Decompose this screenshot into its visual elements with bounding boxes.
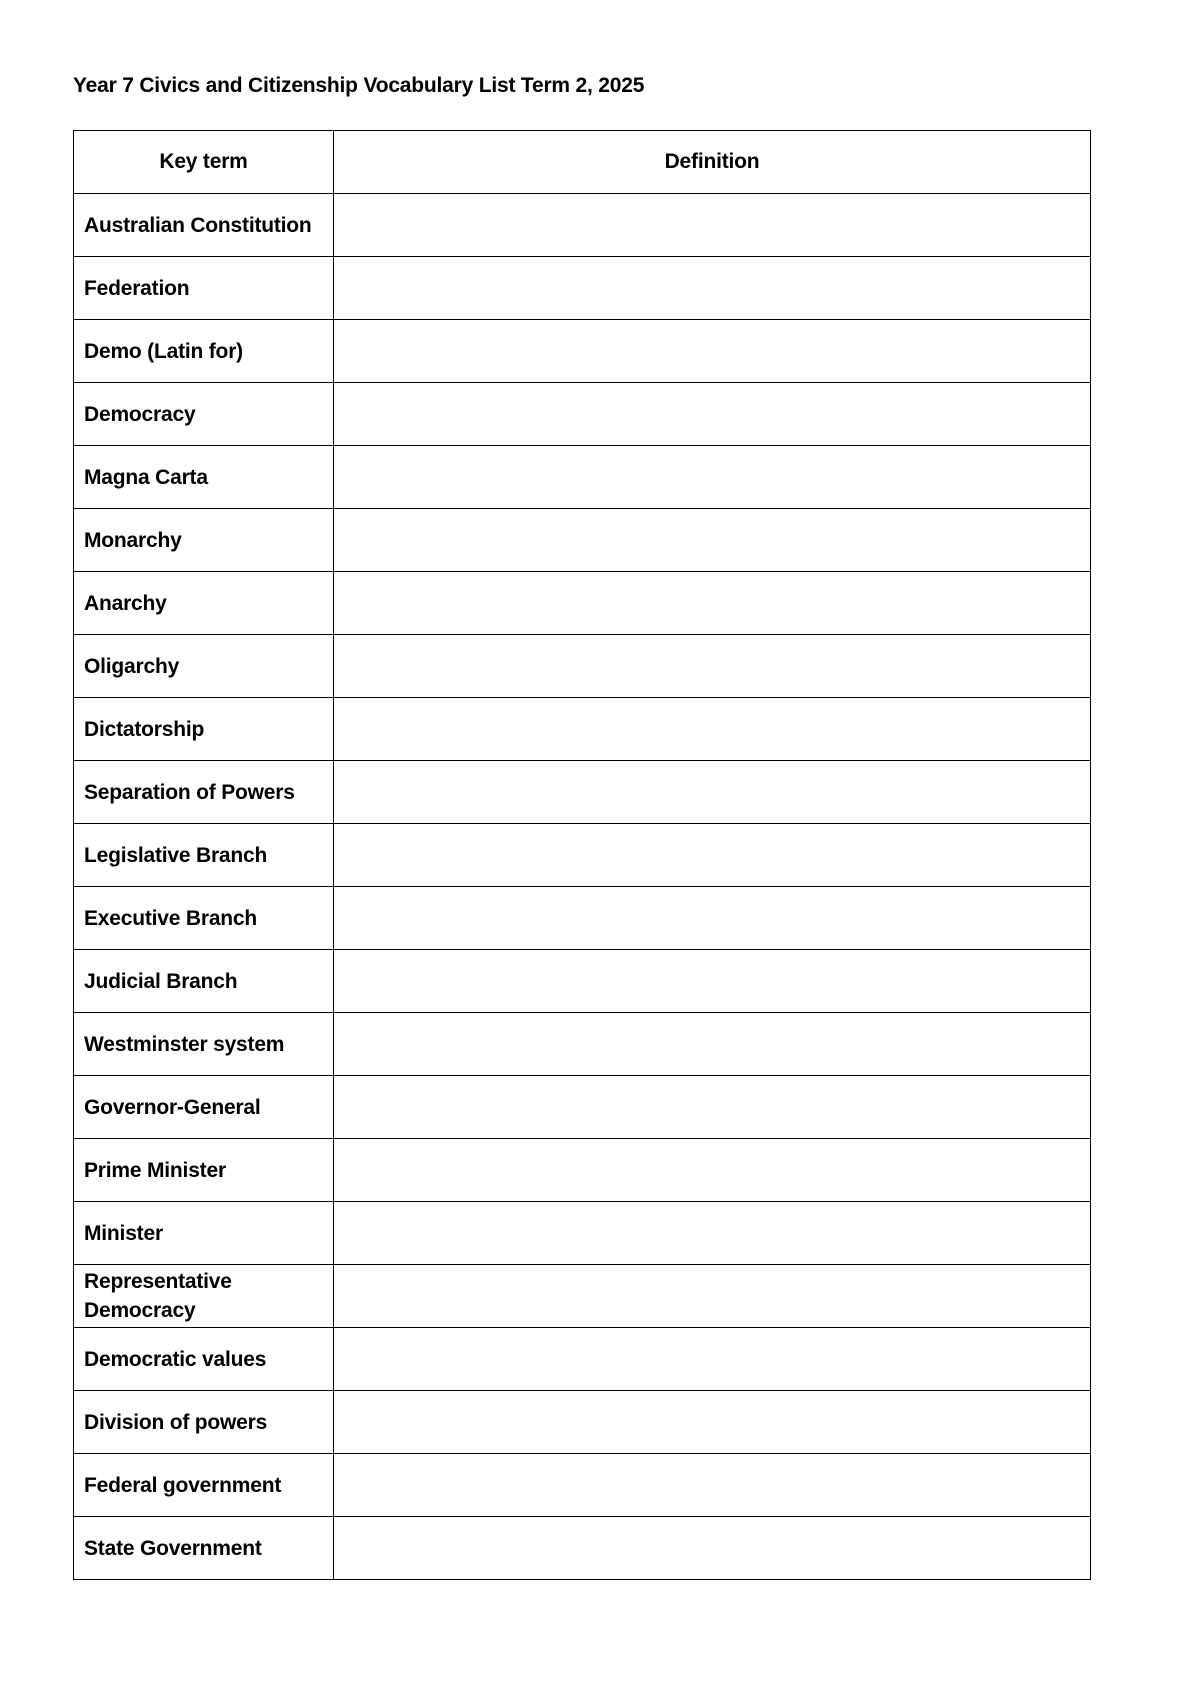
key-term-cell: Monarchy xyxy=(74,509,334,572)
definition-cell[interactable] xyxy=(334,1076,1091,1139)
table-header-row xyxy=(74,131,1091,194)
table-row xyxy=(74,572,1091,635)
key-term-cell: Judicial Branch xyxy=(74,950,334,1013)
definition-cell[interactable] xyxy=(334,950,1091,1013)
key-term-cell: State Government xyxy=(74,1517,334,1580)
table-row xyxy=(74,446,1091,509)
definition-cell[interactable] xyxy=(334,887,1091,950)
definition-cell[interactable] xyxy=(334,194,1091,257)
key-term-cell: Representative Democracy xyxy=(74,1265,334,1328)
definition-cell[interactable] xyxy=(334,1454,1091,1517)
definition-cell[interactable] xyxy=(334,761,1091,824)
table-row xyxy=(74,1454,1091,1517)
key-term-cell: Prime Minister xyxy=(74,1139,334,1202)
definition-header: Definition xyxy=(334,131,1091,194)
definition-cell[interactable] xyxy=(334,1202,1091,1265)
key-term-cell: Oligarchy xyxy=(74,635,334,698)
key-term-cell: Anarchy xyxy=(74,572,334,635)
key-term-cell: Executive Branch xyxy=(74,887,334,950)
definition-cell[interactable] xyxy=(334,1013,1091,1076)
key-term-cell: Magna Carta xyxy=(74,446,334,509)
definition-cell[interactable] xyxy=(334,509,1091,572)
table-row xyxy=(74,194,1091,257)
table-row xyxy=(74,1202,1091,1265)
key-term-cell: Dictatorship xyxy=(74,698,334,761)
definition-cell[interactable] xyxy=(334,446,1091,509)
key-term-cell: Minister xyxy=(74,1202,334,1265)
key-term-cell: Division of powers xyxy=(74,1391,334,1454)
table-row xyxy=(74,761,1091,824)
definition-cell[interactable] xyxy=(334,320,1091,383)
vocabulary-table xyxy=(73,130,1091,1580)
key-term-cell: Demo (Latin for) xyxy=(74,320,334,383)
table-row xyxy=(74,698,1091,761)
table-row xyxy=(74,509,1091,572)
vocabulary-table-body xyxy=(74,194,1091,1580)
definition-cell[interactable] xyxy=(334,698,1091,761)
definition-cell[interactable] xyxy=(334,257,1091,320)
table-row xyxy=(74,1013,1091,1076)
key-term-cell: Democratic values xyxy=(74,1328,334,1391)
key-term-cell: Australian Constitution xyxy=(74,194,334,257)
key-term-cell: Federal government xyxy=(74,1454,334,1517)
definition-cell[interactable] xyxy=(334,383,1091,446)
key-term-cell: Westminster system xyxy=(74,1013,334,1076)
table-row xyxy=(74,824,1091,887)
key-term-header: Key term xyxy=(74,131,334,194)
definition-cell[interactable] xyxy=(334,1517,1091,1580)
definition-cell[interactable] xyxy=(334,824,1091,887)
table-row xyxy=(74,1076,1091,1139)
key-term-cell: Legislative Branch xyxy=(74,824,334,887)
table-row xyxy=(74,320,1091,383)
key-term-cell: Governor-General xyxy=(74,1076,334,1139)
table-row xyxy=(74,1139,1091,1202)
table-row xyxy=(74,1517,1091,1580)
table-row xyxy=(74,1265,1091,1328)
definition-cell[interactable] xyxy=(334,1139,1091,1202)
table-row xyxy=(74,1328,1091,1391)
page-title: Year 7 Civics and Citizenship Vocabulary List Term 2, 2025 xyxy=(73,74,645,97)
definition-cell[interactable] xyxy=(334,1328,1091,1391)
table-row xyxy=(74,635,1091,698)
table-row xyxy=(74,887,1091,950)
table-row xyxy=(74,257,1091,320)
definition-cell[interactable] xyxy=(334,635,1091,698)
table-row xyxy=(74,383,1091,446)
key-term-cell: Separation of Powers xyxy=(74,761,334,824)
table-row xyxy=(74,950,1091,1013)
key-term-cell: Democracy xyxy=(74,383,334,446)
definition-cell[interactable] xyxy=(334,1265,1091,1328)
definition-cell[interactable] xyxy=(334,1391,1091,1454)
key-term-cell: Federation xyxy=(74,257,334,320)
definition-cell[interactable] xyxy=(334,572,1091,635)
table-row xyxy=(74,1391,1091,1454)
